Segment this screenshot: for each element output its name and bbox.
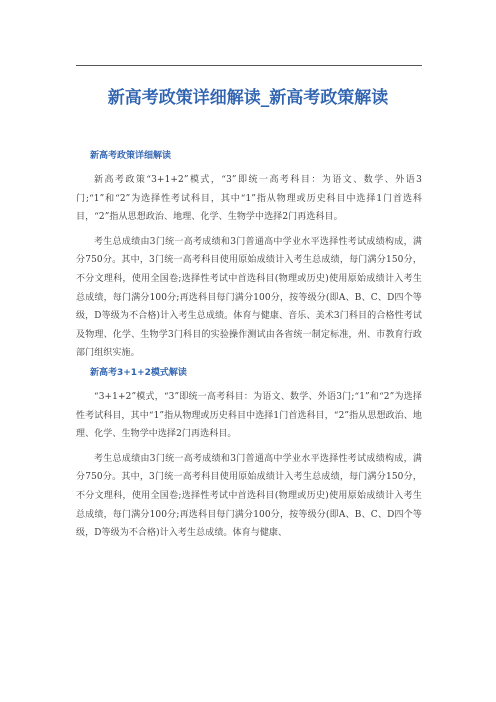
section-2-paragraph-2: 考生总成绩由3门统一高考成绩和3门普通高中学业水平选择性考试成绩构成，满分750分。其中，3门统一高考科目使用原始成绩计入考生总成绩，每门满分150分，不分文理科，使用全国卷;选择性考试中首选科目(物理或历史)使用原始成绩计入考生总成绩，每门满分100分;再选科目每门满分100分，按等级分(即A、B、C、D四个等级，D等级为不合格)计入考生总成绩。体育与健康、 (76, 453, 422, 539)
section-heading-2: 新高考3+1+2模式解读 (90, 367, 187, 378)
section-1-paragraph-1: 新高考政策“3+1+2”模式，“3”即统一高考科目：为语文、数学、外语3门;“1”和“2”为选择性考试科目，其中“1”指从物理或历史科目中选择1门首选科目，“2”指从思想政治、地理、化学、生物学中选择2门再选科目。 (76, 175, 422, 223)
document-body (76, 150, 422, 547)
section-1-paragraph-2: 考生总成绩由3门统一高考成绩和3门普通高中学业水平选择性考试成绩构成，满分750分。其中，3门统一高考科目使用原始成绩计入考生总成绩，每门满分150分，不分文理科，使用全国卷;选择性考试中首选科目(物理或历史)使用原始成绩计入考生总成绩，每门满分100分;再选科目每门满分100分，按等级分(即A、B、C、D四个等级，D等级为不合格)计入考生总成绩。体育与健康、音乐、美术3门科目的合格性考试及物理、化学、生物学3门科目的实验操作测试由各省统一制定标准，州、市教育行政部门组织实施。 (76, 236, 422, 359)
section-heading-1: 新高考政策详细解读 (90, 151, 172, 161)
document-title: 新高考政策详细解读_新高考政策解读 (107, 88, 389, 108)
section-2-paragraph-1: “3+1+2”模式，“3”即统一高考科目：为语文、数学、外语3门;“1”和“2”为选择性考试科目，其中“1”指从物理或历史科目中选择1门首选科目，“2”指从思想政治、地理、化学、生物学中选择2门再选科目。 (76, 391, 422, 440)
header-rule (76, 65, 422, 66)
